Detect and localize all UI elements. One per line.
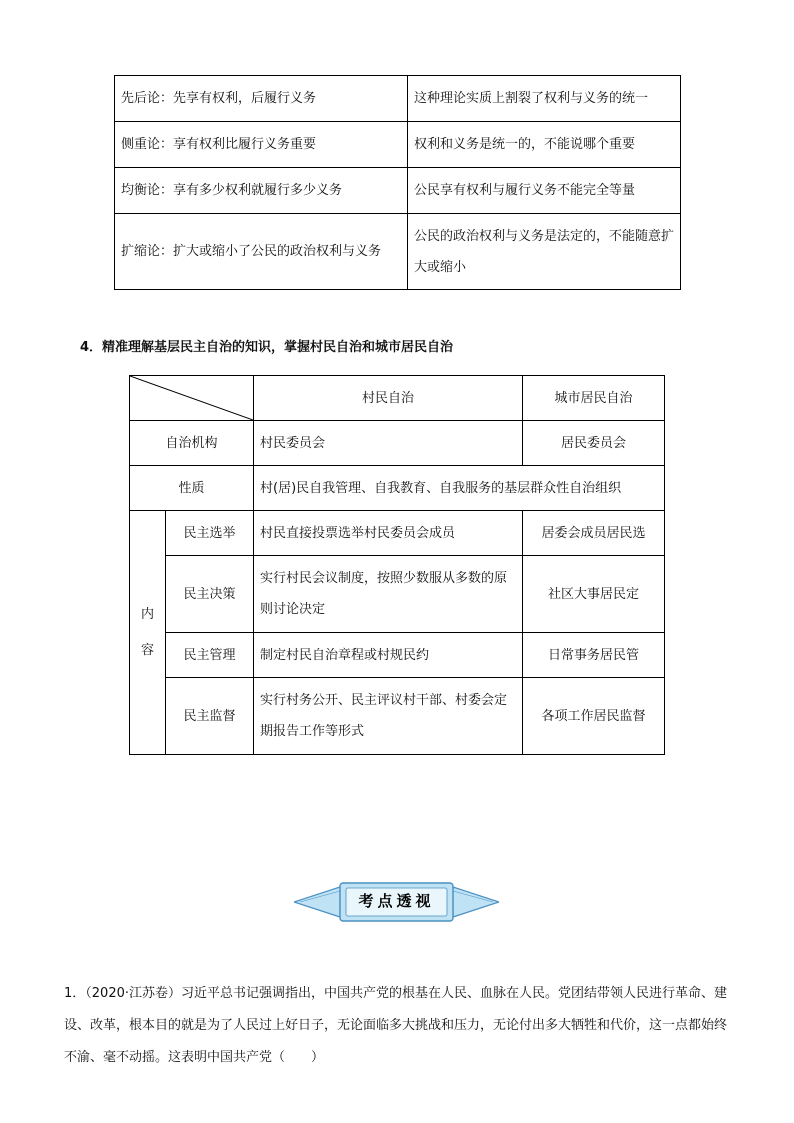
row-label-org: 自治机构 xyxy=(130,421,254,466)
table-row xyxy=(130,421,665,466)
table-row xyxy=(115,214,681,290)
table-cell: 居委会成员居民选 xyxy=(523,511,665,556)
table-cell: 扩缩论：扩大或缩小了公民的政治权利与义务 xyxy=(115,214,408,290)
row-label: 民主监督 xyxy=(166,678,254,755)
table-row xyxy=(130,511,665,556)
content-label-char: 内 xyxy=(140,606,154,622)
question-text: 1．（2020·江苏卷）习近平总书记强调指出，中国共产党的根基在人民、血脉在人民。党团结带领人民进行革命、建设、改革，根本目的就是为了人民过上好日子，无论面临多大挑战和压力，无论付出多大牺牲和代价，这一点都始终不渝、毫不动摇。这表明中国共产党（ ） xyxy=(64,986,728,1065)
table-cell: 均衡论：享有多少权利就履行多少义务 xyxy=(115,168,408,214)
row-label: 民主管理 xyxy=(166,633,254,678)
table-cell: 权利和义务是统一的，不能说哪个重要 xyxy=(408,122,681,168)
table-cell: 实行村民会议制度，按照少数服从多数的原则讨论决定 xyxy=(254,556,523,633)
table-cell: 这种理论实质上割裂了权利与义务的统一 xyxy=(408,76,681,122)
table-cell: 制定村民自治章程或村规民约 xyxy=(254,633,523,678)
table-cell: 实行村务公开、民主评议村干部、村委会定期报告工作等形式 xyxy=(254,678,523,755)
table-header-row xyxy=(130,376,665,421)
content-label-char: 容 xyxy=(140,642,154,658)
content-label-cell xyxy=(130,511,166,755)
diagonal-line xyxy=(130,376,253,420)
row-label: 民主决策 xyxy=(166,556,254,633)
table-row xyxy=(130,633,665,678)
theory-table xyxy=(114,75,681,290)
table-cell: 社区大事居民定 xyxy=(523,556,665,633)
banner-title: 考点透视 xyxy=(358,892,435,910)
diagonal-header-cell xyxy=(130,376,254,421)
table-cell: 各项工作居民监督 xyxy=(523,678,665,755)
table-row xyxy=(115,76,681,122)
row-label: 民主选举 xyxy=(166,511,254,556)
section-heading: 4．精准理解基层民主自治的知识，掌握村民自治和城市居民自治 xyxy=(80,340,454,355)
column-header-city: 城市居民自治 xyxy=(523,376,665,421)
table-row xyxy=(130,466,665,511)
table-row xyxy=(115,122,681,168)
table-row xyxy=(115,168,681,214)
column-header-village: 村民自治 xyxy=(254,376,523,421)
table-cell: 村民委员会 xyxy=(254,421,523,466)
table-row xyxy=(130,556,665,633)
table-cell: 先后论：先享有权利，后履行义务 xyxy=(115,76,408,122)
table-cell: 村民直接投票选举村民委员会成员 xyxy=(254,511,523,556)
self-government-table xyxy=(129,375,665,755)
table-cell: 居民委员会 xyxy=(523,421,665,466)
table-cell: 公民享有权利与履行义务不能完全等量 xyxy=(408,168,681,214)
table-row xyxy=(130,678,665,755)
row-label-nature: 性质 xyxy=(130,466,254,511)
table-cell: 村(居)民自我管理、自我教育、自我服务的基层群众性自治组织 xyxy=(254,466,665,511)
table-cell: 侧重论：享有权利比履行义务重要 xyxy=(115,122,408,168)
table-cell: 公民的政治权利与义务是法定的，不能随意扩大或缩小 xyxy=(408,214,681,290)
table-cell: 日常事务居民管 xyxy=(523,633,665,678)
